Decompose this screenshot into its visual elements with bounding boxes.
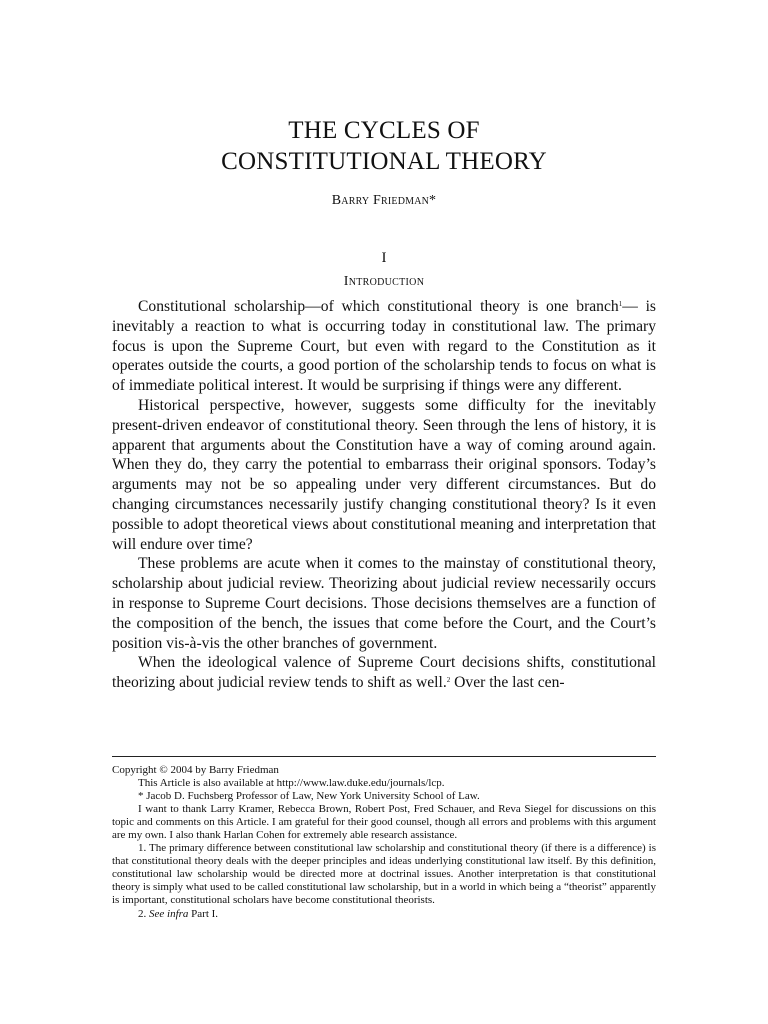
title-line-2: CONSTITUTIONAL THEORY: [221, 148, 547, 175]
body-text: [112, 297, 656, 693]
author-name: Barry Friedman*: [331, 193, 437, 208]
author-footnote: * Jacob D. Fuchsberg Professor of Law, New York University School of Law.: [138, 790, 480, 803]
section-number: I: [381, 250, 387, 266]
paragraph-2: Historical perspective, however, suggests some difficulty for the inevitably present-driven endeavor of constitutional theory. Seen through the lens of history, it is apparent that arguments about the Constitution have a way of coming around again. When they do, they carry the potential to embarrass their original sponsors. Today’s arguments may not be so appealing under very different circumstances. But do changing circumstances necessarily justify changing constitutional theory? Is it even possible to adopt theoretical views about constitutional meaning and interpretation that will endure over time?: [112, 396, 656, 553]
footnote-ref-1[interactable]: 1: [618, 300, 623, 308]
article-title: [112, 115, 656, 177]
section-title: Introduction: [343, 274, 425, 289]
footnote-2: 2. See infra Part I.: [138, 907, 219, 920]
acknowledgments: I want to thank Larry Kramer, Rebecca Brown, Robert Post, Fred Schauer, and Reva Siegel for discussions on this topic and comments on this Article. I am grateful for their good counsel, though all errors and problems with this argument are my own. I also thank Harlan Cohen for extremely able research assistance.: [112, 803, 656, 842]
paragraph-1: Constitutional scholarship—of which constitutional theory is one branch$^1$— is inevitably a reaction to what is occurring today in constitutional law. The primary focus is upon the Supreme Court, but even with regard to the Constitution as it operates outside the courts, a good portion of the scholarship tends to focus on what is of immediate political interest. It would be surprising if things were any different.: [112, 298, 656, 395]
availability-note: This Article is also available at http://www.law.duke.edu/journals/lcp.: [138, 777, 445, 790]
paragraph-3: These problems are acute when it comes to the mainstay of constitutional theory, scholarship about judicial review. Theorizing about judicial review necessarily occurs in response to Supreme Court decisions. Those decisions themselves are a function of the composition of the bench, the issues that come before the Court, and the Court’s position vis-à-vis the other branches of government.: [112, 555, 656, 652]
footnote-ref-2[interactable]: 2: [446, 676, 451, 685]
copyright-notice: Copyright © 2004 by Barry Friedman: [112, 764, 279, 776]
footnotes: [112, 764, 656, 921]
paragraph-4: When the ideological valence of Supreme Court decisions shifts, constitutional theorizing about judicial review tends to shift as well.$^2$ Over the last cen-: [112, 654, 656, 692]
title-line-1: THE CYCLES OF: [288, 117, 480, 144]
footnote-divider: [112, 756, 656, 757]
footnote-1: 1. The primary difference between constitutional law scholarship and constitutional theory (if there is a difference) is that constitutional theory deals with the deeper principles and ideas underlying constitutional law itself. By this definition, constitutional law scholarship would be directed more at doctrinal issues. Another interpretation is that constitutional theory is simply what used to be called constitutional law scholarship, but in a world in which being a “theorist” apparently is important, constitutional scholars have become constitutional theorists.: [112, 842, 656, 907]
